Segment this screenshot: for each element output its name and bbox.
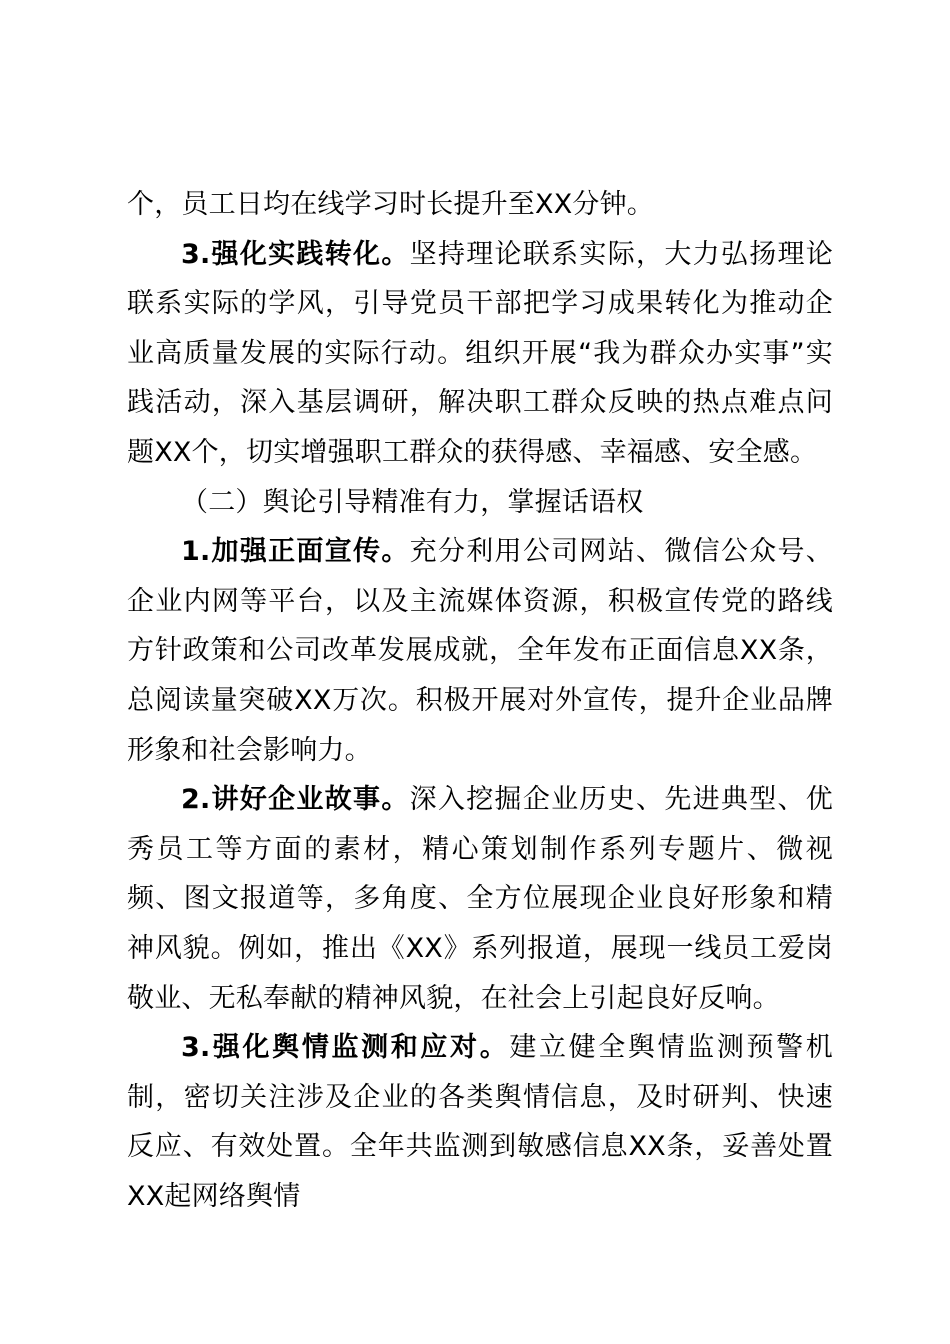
section-heading-text: （二）舆论引导精准有力，掌握话语权 bbox=[181, 486, 644, 518]
paragraph-heading: 3.强化实践转化。 bbox=[181, 238, 410, 270]
document-page bbox=[127, 180, 833, 1221]
paragraph-text: 个，员工日均在线学习时长提升至XX分钟。 bbox=[127, 189, 654, 220]
paragraph-heading: 1.加强正面宣传。 bbox=[181, 536, 410, 568]
paragraph-heading: 3.强化舆情监测和应对。 bbox=[181, 1032, 510, 1064]
paragraph-positive-publicity bbox=[127, 527, 833, 775]
paragraph-practice-transformation bbox=[127, 230, 833, 478]
paragraph-text: 充分利用公司网站、微信公众号、企业内网等平台，以及主流媒体资源，积极宣传党的路线方针政策和公司改革发展成就，全年发布正面信息XX条，总阅读量突破XX万次。积极开展对外宣传，提升企业品牌形象和社会影响力。 bbox=[127, 536, 834, 766]
paragraph-company-stories bbox=[127, 775, 833, 1023]
paragraph-heading: 2.讲好企业故事。 bbox=[181, 784, 410, 816]
paragraph-text: 深入挖掘企业历史、先进典型、优秀员工等方面的素材，精心策划制作系列专题片、微视频、图文报道等，多角度、全方位展现企业良好形象和精神风貌。例如，推出《XX》系列报道，展现一线员工爱岗敬业、无私奉献的精神风貌，在社会上引起良好反响。 bbox=[127, 784, 834, 1014]
paragraph-text: 建立健全舆情监测预警机制，密切关注涉及企业的各类舆情信息，及时研判、快速反应、有效处置。全年共监测到敏感信息XX条，妥善处置XX起网络舆情 bbox=[127, 1032, 833, 1212]
section-heading bbox=[127, 478, 833, 528]
paragraph-continuation bbox=[127, 180, 833, 230]
paragraph-text: 坚持理论联系实际，大力弘扬理论联系实际的学风，引导党员干部把学习成果转化为推动企业高质量发展的实际行动。组织开展“我为群众办实事”实践活动，深入基层调研，解决职工群众反映的热点难点问题XX个，切实增强职工群众的获得感、幸福感、安全感。 bbox=[127, 238, 834, 468]
paragraph-opinion-monitoring bbox=[127, 1023, 833, 1221]
